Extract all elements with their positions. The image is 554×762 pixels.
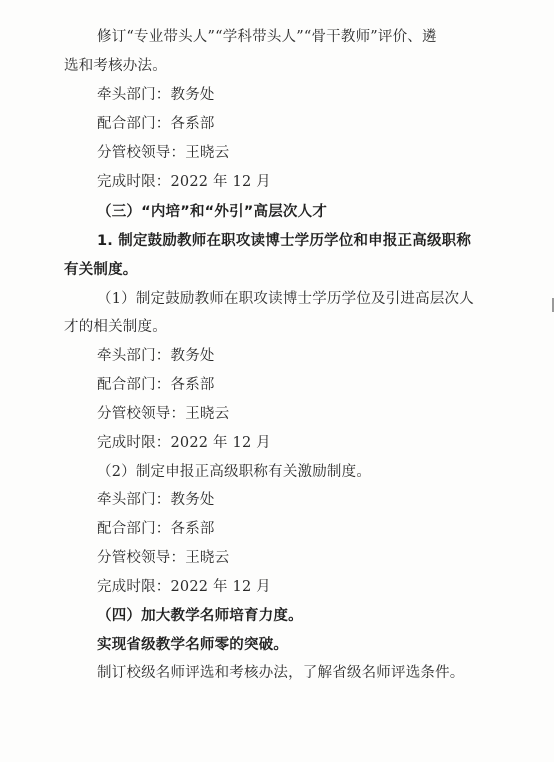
lead-department-line: 牵头部门：教务处 <box>97 348 215 364</box>
cooperating-department-line: 配合部门：各系部 <box>97 521 215 537</box>
supervising-leader-line: 分管校领导：王晓云 <box>97 550 230 566</box>
subheading-1-line-1: 1. 制定鼓励教师在职攻读博士学历学位和申报正高级职称 <box>97 233 472 249</box>
deadline-line: 完成时限：2022 年 12 月 <box>97 579 271 595</box>
subheading-2: 实现省级教学名师零的突破。 <box>97 637 289 653</box>
item-1-line-1: （1）制定鼓励教师在职攻读博士学历学位及引进高层次人 <box>97 291 474 307</box>
supervising-leader-line: 分管校领导：王晓云 <box>97 406 230 422</box>
subheading-1-line-2: 有关制度。 <box>64 262 138 278</box>
item-1-line-2: 才的相关制度。 <box>64 319 167 335</box>
item-2-line: （2）制定申报正高级职称有关激励制度。 <box>97 464 372 480</box>
section-heading-3: （三）“内培”和“外引”高层次人才 <box>97 204 328 220</box>
lead-department-line: 牵头部门：教务处 <box>97 87 215 103</box>
paragraph-line-1: 修订“专业带头人”“学科带头人”“骨干教师”评价、遴 <box>97 29 437 45</box>
deadline-line: 完成时限：2022 年 12 月 <box>97 435 271 451</box>
cooperating-department-line: 配合部门：各系部 <box>97 377 215 393</box>
paragraph-line-2: 选和考核办法。 <box>64 58 167 74</box>
paragraph-line-final: 制订校级名师评选和考核办法，了解省级名师评选条件。 <box>97 665 465 681</box>
supervising-leader-line: 分管校领导：王晓云 <box>97 145 230 161</box>
deadline-line: 完成时限：2022 年 12 月 <box>97 174 271 190</box>
cooperating-department-line: 配合部门：各系部 <box>97 116 215 132</box>
lead-department-line: 牵头部门：教务处 <box>97 492 215 508</box>
section-heading-4: （四）加大教学名师培育力度。 <box>97 608 303 624</box>
